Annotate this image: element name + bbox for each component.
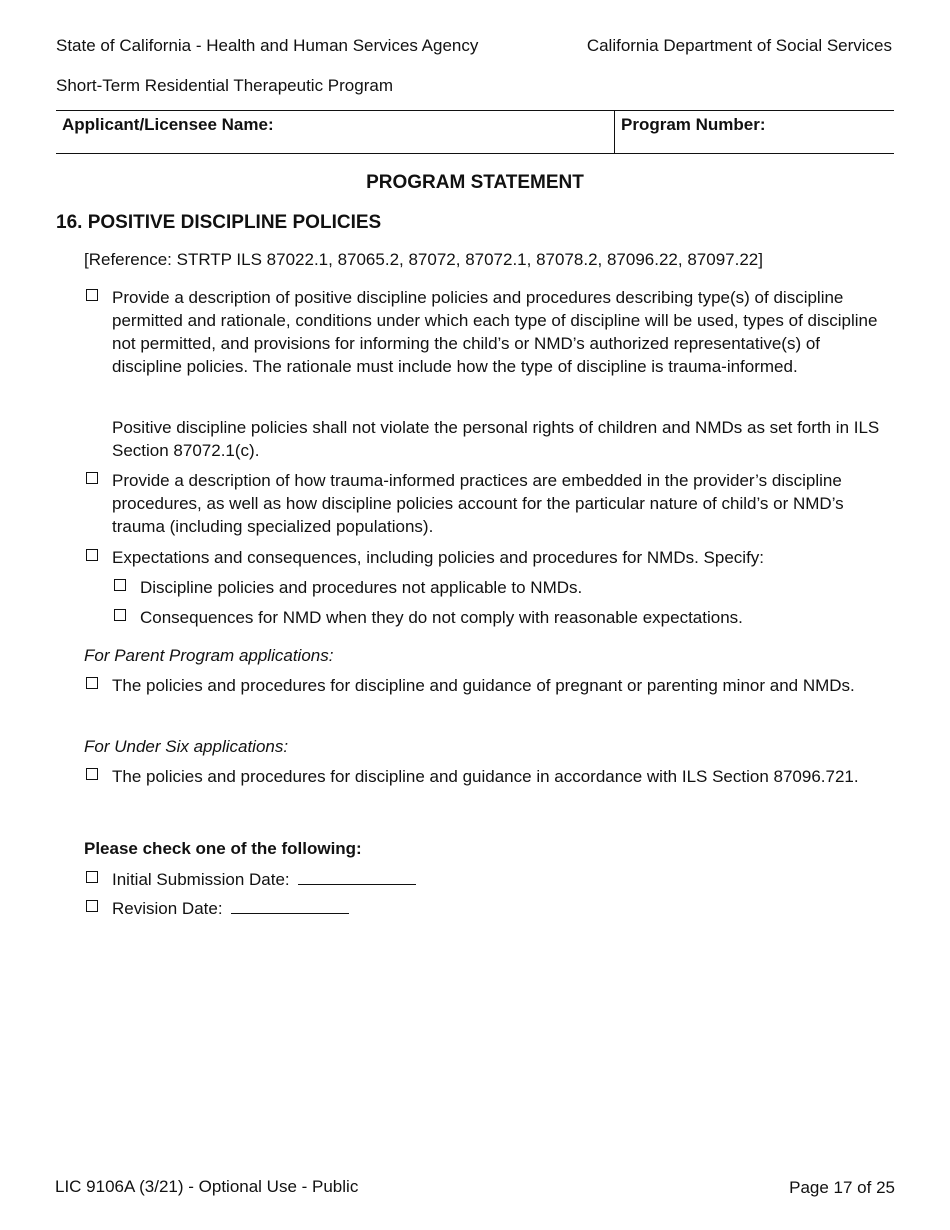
- page-number: Page 17 of 25: [789, 1178, 895, 1197]
- initial-submission-checkbox[interactable]: [86, 871, 98, 883]
- checklist-subitem-text: Consequences for NMD when they do not comply with reasonable expectations.: [140, 608, 743, 627]
- checkbox[interactable]: [114, 579, 126, 591]
- section-heading: 16. POSITIVE DISCIPLINE POLICIES: [56, 212, 382, 233]
- form-id: LIC 9106A (3/21) - Optional Use - Public: [55, 1177, 359, 1196]
- checkbox[interactable]: [86, 472, 98, 484]
- program-number-label: Program Number:: [621, 115, 766, 134]
- checkbox[interactable]: [86, 768, 98, 780]
- revision-date-field[interactable]: [231, 898, 349, 914]
- reference-line: [Reference: STRTP ILS 87022.1, 87065.2, 87072, 87072.1, 87078.2, 87096.22, 87097.22]: [84, 250, 763, 269]
- checklist-item: [84, 674, 894, 697]
- checklist-item-text: Expectations and consequences, including policies and procedures for NMDs. Specify:: [112, 548, 765, 567]
- checklist-item: [84, 546, 894, 569]
- initial-submission-label: Initial Submission Date:: [112, 870, 290, 889]
- agency-name: State of California - Health and Human Services Agency: [56, 36, 479, 55]
- checkbox[interactable]: [86, 549, 98, 561]
- checklist-subitem-text: Discipline policies and procedures not applicable to NMDs.: [140, 578, 583, 597]
- applicant-name-label: Applicant/Licensee Name:: [62, 115, 274, 134]
- checklist-item-text: Provide a description of how trauma-informed practices are embedded in the provider’s discipline procedures, as well as how discipline policies account for the particular nature of child’s or NMD’s trauma (including specialized populations).: [112, 471, 844, 536]
- checklist-item: [84, 469, 894, 538]
- checkbox[interactable]: [86, 289, 98, 301]
- page-title: PROGRAM STATEMENT: [366, 172, 584, 193]
- revision-row: [84, 897, 894, 920]
- checkbox[interactable]: [114, 609, 126, 621]
- initial-submission-date-field[interactable]: [298, 869, 416, 885]
- initial-submission-row: [84, 868, 894, 891]
- revision-checkbox[interactable]: [86, 900, 98, 912]
- checklist-item-text: The policies and procedures for discipline and guidance of pregnant or parenting minor and NMDs.: [112, 676, 855, 695]
- name-fields-table: [56, 110, 894, 154]
- checklist-item-text: The policies and procedures for discipline and guidance in accordance with ILS Section 87096.721.: [112, 767, 859, 786]
- applicant-name-field[interactable]: [56, 111, 615, 153]
- program-type: Short-Term Residential Therapeutic Program: [56, 76, 393, 95]
- program-number-field[interactable]: [615, 111, 894, 153]
- checklist-item: [84, 286, 894, 378]
- submission-heading: Please check one of the following:: [84, 839, 362, 858]
- under-six-heading: For Under Six applications:: [84, 737, 289, 756]
- revision-label: Revision Date:: [112, 899, 223, 918]
- department-name: California Department of Social Services: [586, 36, 892, 55]
- checklist-item-text: Provide a description of positive discipline policies and procedures describing type(s) of discipline permitted and rationale, conditions under which each type of discipline will be used, types of discipline not permitted, and provisions for informing the child’s or NMD’s authorized representative(s) of discipline policies. The rationale must include how the type of discipline is trauma-informed.: [112, 288, 878, 376]
- parent-program-heading: For Parent Program applications:: [84, 646, 334, 665]
- checklist-item: [84, 765, 894, 788]
- personal-rights-note: Positive discipline policies shall not violate the personal rights of children and NMDs as set forth in ILS Section 87072.1(c).: [112, 418, 880, 460]
- checklist-subitem: [112, 606, 894, 629]
- checkbox[interactable]: [86, 677, 98, 689]
- checklist-subitem: [112, 576, 894, 599]
